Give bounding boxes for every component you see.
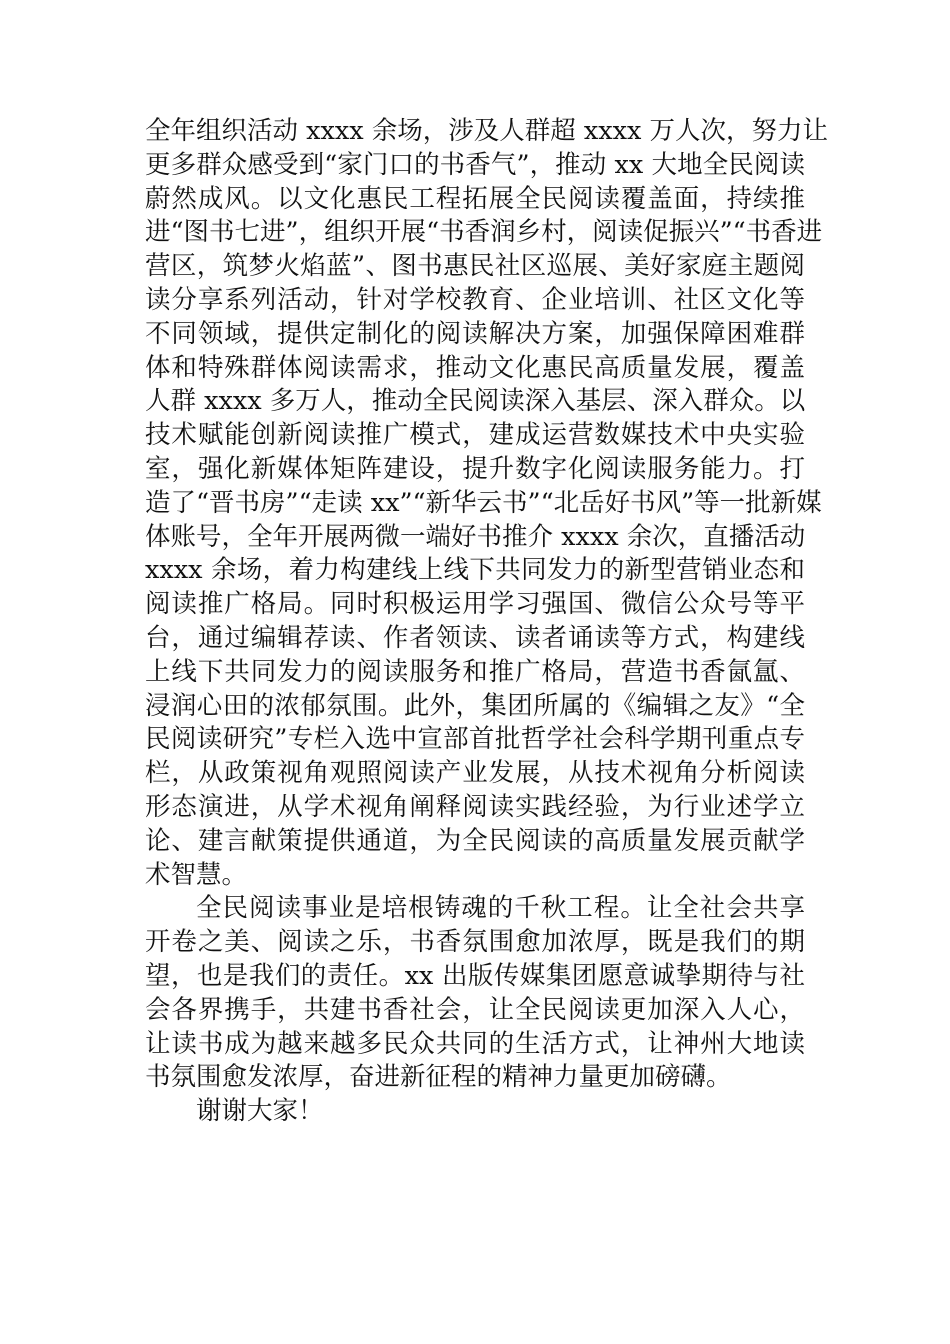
text-line: 营区，筑梦火焰蓝”、图书惠民社区巡展、美好家庭主题阅 <box>145 251 805 282</box>
text-line: 进“图书七进”，组织开展“书香润乡村，阅读促振兴”“书香进 <box>145 217 823 248</box>
text-line: 体和特殊群体阅读需求，推动文化惠民高质量发展，覆盖 <box>145 352 805 383</box>
text-line: 室，强化新媒体矩阵建设，提升数字化阅读服务能力。打 <box>145 453 805 484</box>
text-line: 形态演进，从学术视角阐释阅读实践经验，为行业述学立 <box>145 791 805 822</box>
text-line: 浸润心田的浓郁氛围。此外，集团所属的《编辑之友》“全 <box>145 690 805 721</box>
document-body <box>145 115 828 1129</box>
text-line: 不同领域，提供定制化的阅读解决方案，加强保障困难群 <box>145 318 805 349</box>
paragraph-2 <box>145 892 805 1095</box>
text-line: 台，通过编辑荐读、作者领读、读者诵读等方式，构建线 <box>145 622 805 653</box>
text-line: 术智慧。 <box>145 859 248 890</box>
closing-text: 谢谢大家！ <box>196 1096 324 1127</box>
text-line: 体账号，全年开展两微一端好书推介 xxxx 余次，直播活动 <box>145 521 806 552</box>
text-line: 造了“晋书房”“走读 xx”“新华云书”“北岳好书风”等一批新媒 <box>145 487 822 518</box>
text-line: 读分享系列活动，针对学校教育、企业培训、社区文化等 <box>145 284 805 315</box>
text-line: 蔚然成风。以文化惠民工程拓展全民阅读覆盖面，持续推 <box>145 183 805 214</box>
text-line: 上线下共同发力的阅读服务和推广格局，营造书香氤氲、 <box>145 656 805 687</box>
text-line: 技术赋能创新阅读推广模式，建成运营数媒技术中央实验 <box>145 420 805 451</box>
text-line: 人群 xxxx 多万人，推动全民阅读深入基层、深入群众。以 <box>145 386 806 417</box>
text-line: 阅读推广格局。同时积极运用学习强国、微信公众号等平 <box>145 589 805 620</box>
text-line: 更多群众感受到“家门口的书香气”，推动 xx 大地全民阅读 <box>145 149 805 180</box>
text-line: 全年组织活动 xxxx 余场，涉及人群超 xxxx 万人次，努力让 <box>145 116 828 146</box>
closing-paragraph <box>145 1095 805 1129</box>
paragraph-1 <box>145 115 828 892</box>
text-line: 全民阅读事业是培根铸魂的千秋工程。让全社会共享 <box>196 893 805 924</box>
text-line: 让读书成为越来越多民众共同的生活方式，让神州大地读 <box>145 1028 805 1059</box>
text-line: 栏，从政策视角观照阅读产业发展，从技术视角分析阅读 <box>145 758 805 789</box>
text-line: 书氛围愈发浓厚，奋进新征程的精神力量更加磅礴。 <box>145 1062 732 1093</box>
text-line: 民阅读研究”专栏入选中宣部首批哲学社会科学期刊重点专 <box>145 724 805 755</box>
text-line: 论、建言献策提供通道，为全民阅读的高质量发展贡献学 <box>145 825 805 856</box>
text-line: 会各界携手，共建书香社会，让全民阅读更加深入人心， <box>145 994 805 1025</box>
text-line: 开卷之美、阅读之乐，书香氛围愈加浓厚，既是我们的期 <box>145 927 805 958</box>
text-line: xxxx 余场，着力构建线上线下共同发力的新型营销业态和 <box>145 555 805 586</box>
text-line: 望，也是我们的责任。xx 出版传媒集团愿意诚挚期待与社 <box>145 960 805 991</box>
